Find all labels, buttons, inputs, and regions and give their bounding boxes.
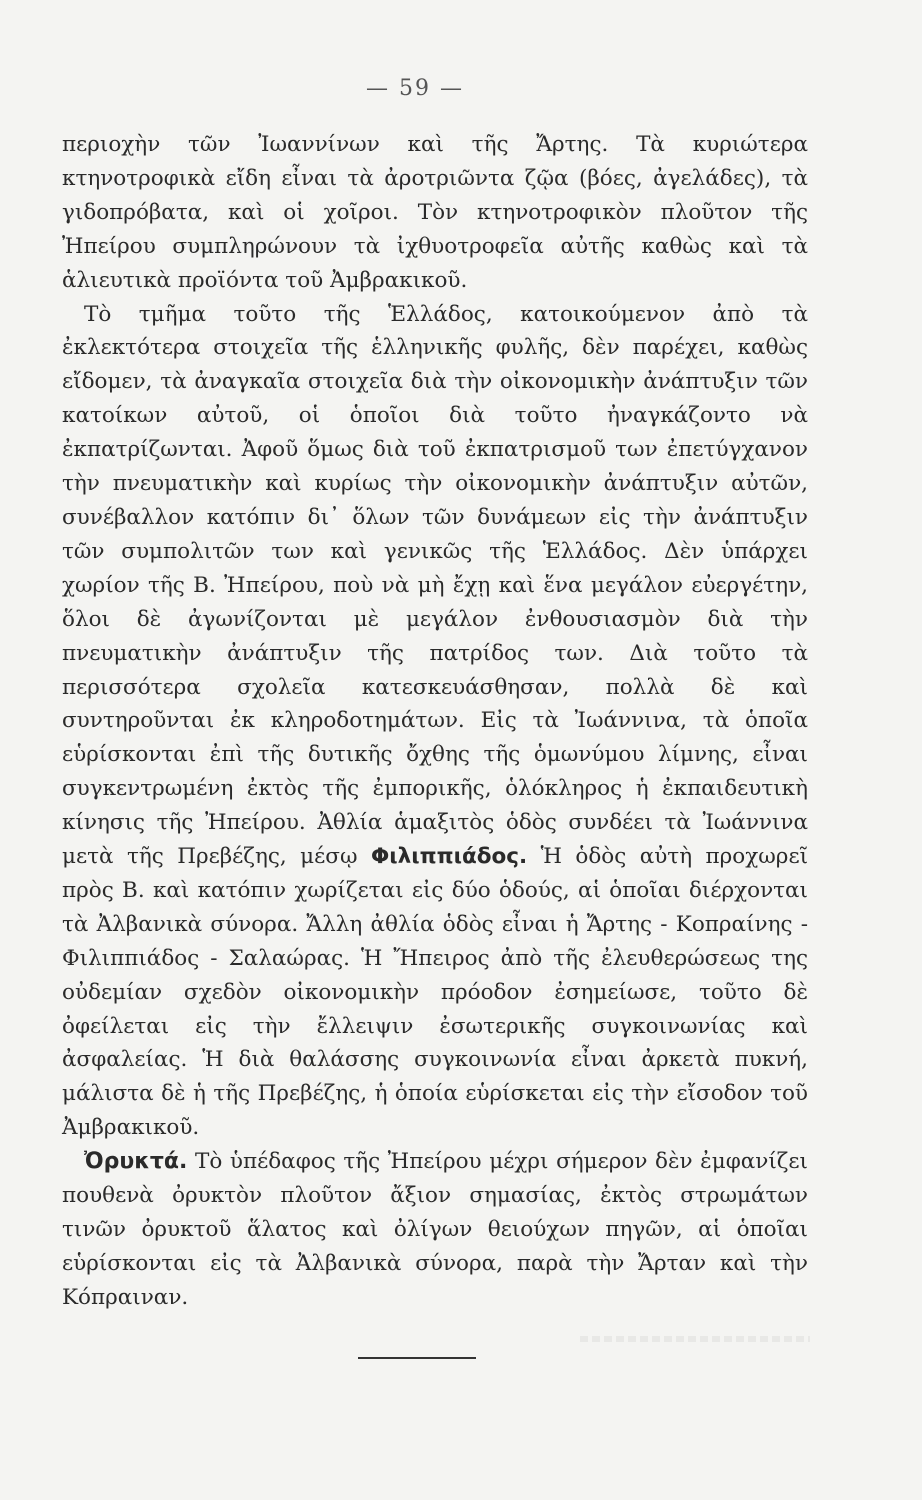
paragraph-emigration-text: Τὸ τμῆμα τοῦτο τῆς Ἑλλάδος, κατοικούμενον ἀπὸ τὰ ἐκλεκτότερα στοιχεῖα τῆς ἑλληνικῆς φυλῆς, δὲν παρέχει, καθὼς εἴδομεν, τὰ ἀναγκαῖα στοιχεῖα διὰ τὴν οἰκονομικὴν ἀνάπτυξιν τῶν κατοίκων αὐτοῦ, οἱ ὁποῖοι διὰ τοῦτο ἠναγκάζοντο νὰ ἐκπατρίζωνται. Ἀφοῦ ὅμως διὰ τοῦ ἐκπατρισμοῦ των ἐπετύγχανον τὴν πνευματικὴν καὶ κυρίως τὴν οἰκονομικὴν ἀνάπτυξιν αὐτῶν, συνέβαλλον κατόπιν δι᾽ ὅλων τῶν δυνάμεων εἰς τὴν ἀνάπτυξιν τῶν συμπολιτῶν των καὶ γενικῶς τῆς Ἑλλάδος. Δὲν ὑπάρχει χωρίον τῆς Β. Ἠπείρου, ποὺ νὰ μὴ ἔχῃ καὶ ἕνα μεγάλον εὐεργέτην, ὅλοι δὲ ἀγωνίζονται μὲ μεγάλον ἐνθουσιασμὸν διὰ τὴν πνευματικὴν ἀνάπτυξιν τῆς πατρίδος των. Διὰ τοῦτο τὰ περισσότερα σχολεῖα κατεσκευάσθησαν, πολλὰ δὲ καὶ συντηροῦνται ἐκ κληροδοτημάτων. Εἰς τὰ Ἰωάννινα, τὰ ὁποῖα εὑρίσκονται ἐπὶ τῆς δυτικῆς ὄχθης τῆς ὁμωνύμου λίμνης, εἶναι συγκεντρωμένη ἐκτὸς τῆς ἐμπορικῆς, ὁλόκληρος ἡ ἐκπαιδευτικὴ κίνησις τῆς Ἠπείρου. Ἀθλία ἁμαξιτὸς ὁδὸς συνδέει τὰ Ἰωάννινα μετὰ τῆς Πρεβέζης, μέσῳ bbox=[62, 301, 808, 870]
paragraph-emigration bbox=[62, 298, 808, 1146]
paragraph-minerals-text: Τὸ ὑπέδαφος τῆς Ἠπείρου μέχρι σήμερον δὲν ἐμφανίζει πουθενὰ ὀρυκτὸν πλοῦτον ἄξιον σημασίας, ἐκτὸς στρωμάτων τινῶν ὀρυκτοῦ ἅλατος καὶ ὀλίγων θειούχων πηγῶν, αἱ ὁποῖαι εὑρίσκονται εἰς τὰ Ἀλβανικὰ σύνορα, παρὰ τὴν Ἄρταν καὶ τὴν Κόπραιναν. bbox=[62, 1149, 808, 1310]
place-name-filippiada: Φιλιππιάδος. bbox=[370, 844, 528, 870]
section-heading-minerals: Ὀρυκτά. bbox=[84, 1149, 188, 1175]
paragraph-roads-text: Ἡ ὁδὸς αὐτὴ προχωρεῖ πρὸς Β. καὶ κατόπιν χωρίζεται εἰς δύο ὁδούς, αἱ ὁποῖαι διέρχονται τὰ Ἀλβανικὰ σύνορα. Ἄλλη ἀθλία ὁδὸς εἶναι ἡ Ἄρτης - Κοπραίνης - Φιλιππιάδος - Σαλαώρας. Ἡ Ἤπειρος ἀπὸ τῆς ἐλευθερώσεως της οὐδεμίαν σχεδὸν οἰκονομικὴν πρόοδον ἐσημείωσε, τοῦτο δὲ ὀφείλεται εἰς τὴν ἔλλειψιν ἐσωτερικῆς συγκοινωνίας καὶ ἀσφαλείας. Ἡ διὰ θαλάσσης συγκοινωνία εἶναι ἀρκετὰ πυκνή, μάλιστα δὲ ἡ τῆς Πρεβέζης, ἡ ὁποία εὑρίσκεται εἰς τὴν εἴσοδον τοῦ Ἀμβρακικοῦ. bbox=[62, 844, 809, 1141]
paragraph-livestock: περιοχὴν τῶν Ἰωαννίνων καὶ τῆς Ἄρτης. Τὰ κυριώτερα κτηνοτροφικὰ εἴδη εἶναι τὰ ἀροτριῶντα ζῷα (βόες, ἀγελάδες), τὰ γιδοπρόβατα, καὶ οἱ χοῖροι. Τὸν κτηνοτροφικὸν πλοῦτον τῆς Ἠπείρου συμπληρώνουν τὰ ἰχθυοτροφεῖα αὐτῆς καθὼς καὶ τὰ ἁλιευτικὰ προϊόντα τοῦ Ἀμβρακικοῦ. bbox=[62, 132, 808, 293]
body-text bbox=[62, 128, 808, 1315]
paragraph-minerals bbox=[62, 1145, 808, 1315]
end-rule bbox=[358, 1357, 476, 1359]
page-number: — 59 — bbox=[366, 76, 464, 101]
bleed-through-shadow bbox=[580, 1336, 810, 1342]
